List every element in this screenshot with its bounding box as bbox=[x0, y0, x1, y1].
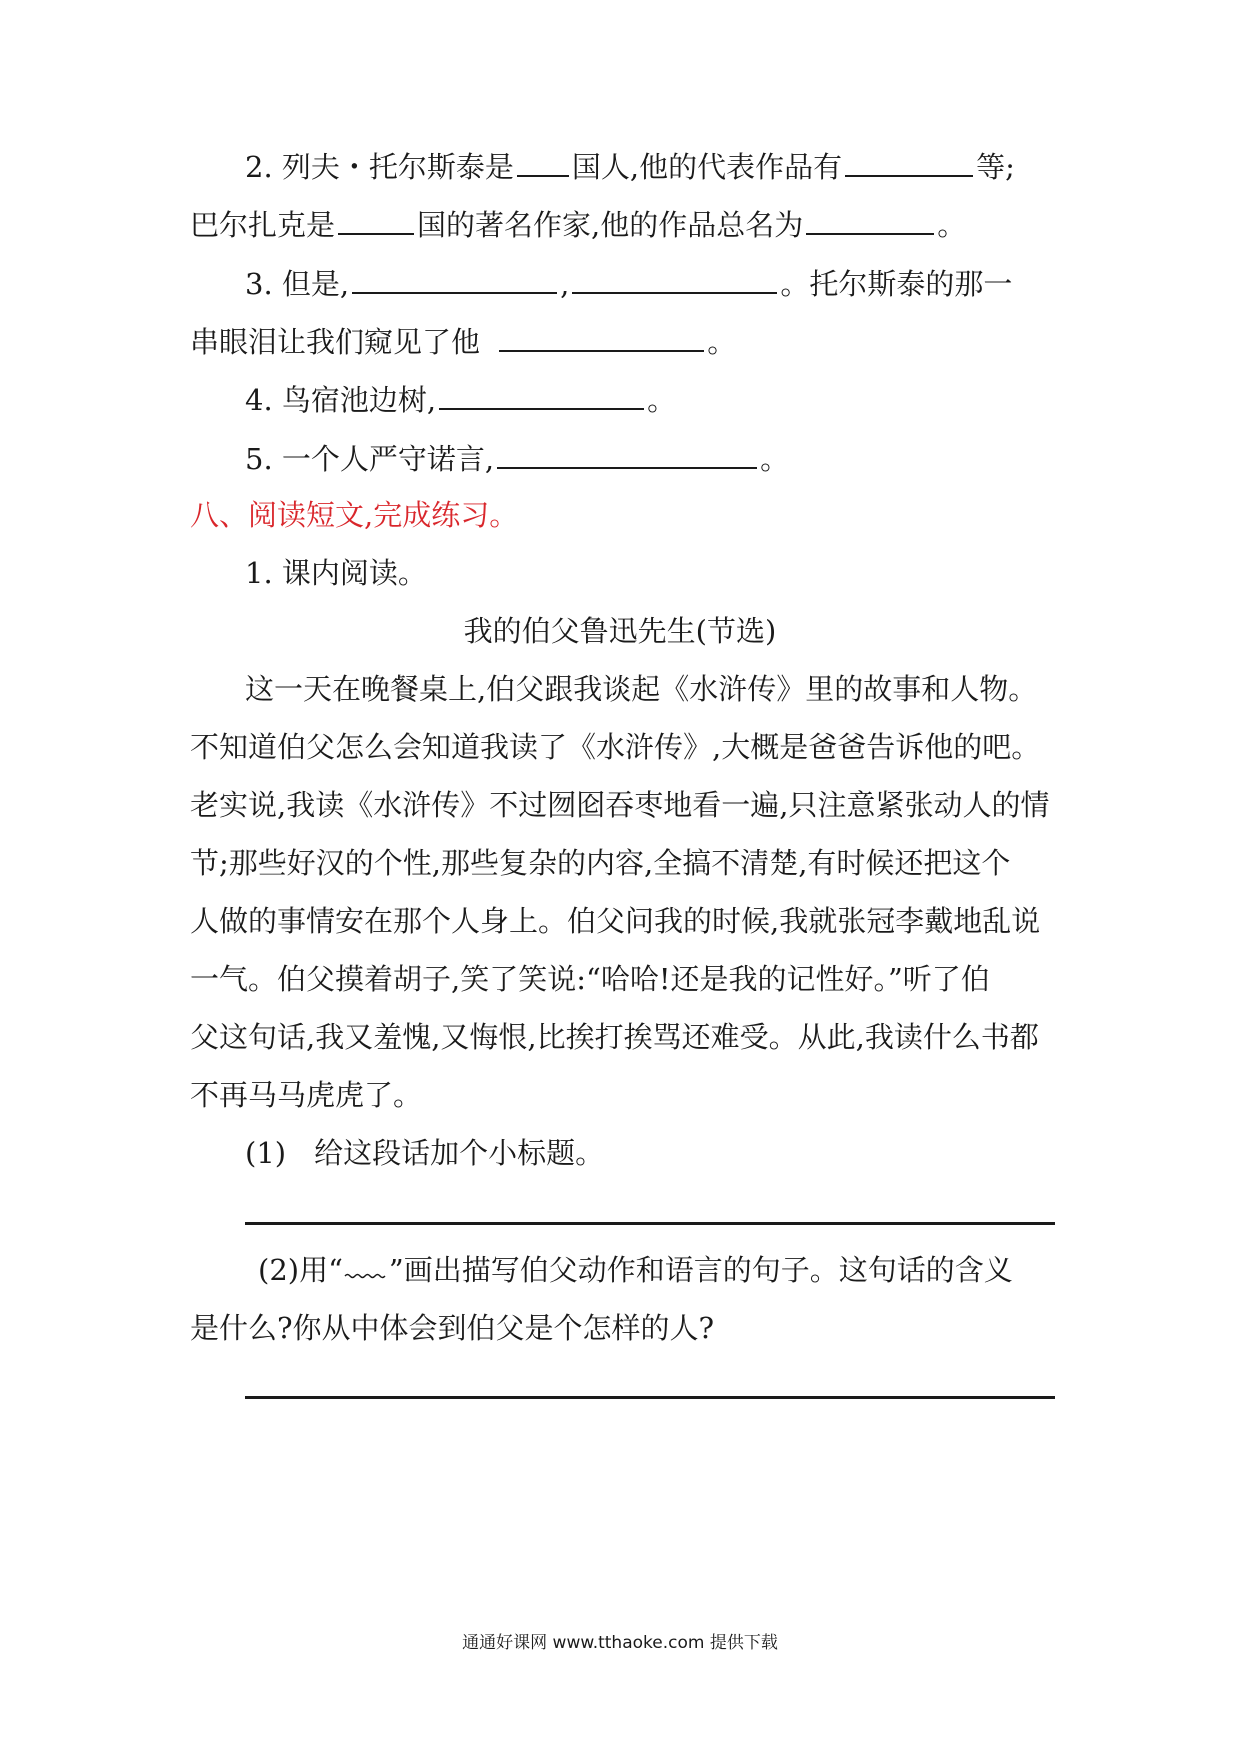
passage-line: 这一天在晚餐桌上,伯父跟我谈起《水浒传》里的故事和人物。 bbox=[245, 672, 1038, 706]
q4-text-b: 。 bbox=[647, 383, 677, 417]
q3-text-c: 。托尔斯泰的那一 bbox=[780, 267, 1013, 301]
sub-question-1-number: (1) bbox=[245, 1136, 287, 1170]
q5-blank[interactable] bbox=[497, 437, 757, 469]
q2-line1 bbox=[245, 145, 1015, 187]
q3-text-b: , bbox=[560, 267, 570, 301]
q2-text-e: 国的著名作家,他的作品总名为 bbox=[417, 208, 804, 242]
q3-blank-1[interactable] bbox=[352, 262, 557, 294]
q3-text-d: 串眼泪让我们窥见了他 bbox=[190, 325, 481, 359]
passage-line: 一气。伯父摸着胡子,笑了笑说:“哈哈!还是我的记性好。”听了伯 bbox=[190, 962, 990, 996]
q4-line bbox=[245, 378, 676, 420]
q3-blank-3[interactable] bbox=[499, 320, 704, 352]
q5-line bbox=[245, 437, 789, 479]
q2-text-d: 巴尔扎克是 bbox=[190, 208, 336, 242]
q2-text-a: 2. 列夫・托尔斯泰是 bbox=[245, 150, 514, 184]
q5-text-a: 5. 一个人严守诺言, bbox=[245, 442, 495, 476]
q3-line1 bbox=[245, 262, 1012, 304]
sub-question-1 bbox=[245, 1133, 604, 1173]
passage-line: 父这句话,我又羞愧,又悔恨,比挨打挨骂还难受。从此,我读什么书都 bbox=[190, 1020, 1039, 1054]
reading-label: 1. 课内阅读。 bbox=[245, 556, 427, 590]
passage-line: 不知道伯父怎么会知道我读了《水浒传》,大概是爸爸告诉他的吧。 bbox=[190, 730, 1041, 764]
passage-line: 节;那些好汉的个性,那些复杂的内容,全搞不清楚,有时候还把这个 bbox=[190, 846, 1011, 880]
sub-question-2-text-a: (2)用“ bbox=[258, 1253, 343, 1287]
passage-line: 人做的事情安在那个人身上。伯父问我的时候,我就张冠李戴地乱说 bbox=[190, 904, 1041, 938]
sub-question-2-line1 bbox=[258, 1250, 1013, 1290]
q3-text-e: 。 bbox=[707, 325, 737, 359]
q2-text-b: 国人,他的代表作品有 bbox=[571, 150, 843, 184]
answer-line-2[interactable] bbox=[245, 1396, 1055, 1399]
sub-question-2-text-b: ”画出描写伯父动作和语言的句子。这句话的含义 bbox=[388, 1253, 1013, 1287]
sub-question-2-line2: 是什么?你从中体会到伯父是个怎样的人? bbox=[190, 1311, 715, 1345]
q2-blank-works[interactable] bbox=[845, 145, 973, 177]
q5-text-b: 。 bbox=[760, 442, 790, 476]
wavy-underline-icon bbox=[343, 1256, 389, 1280]
passage-line: 老实说,我读《水浒传》不过囫囵吞枣地看一遍,只注意紧张动人的情 bbox=[190, 788, 1050, 822]
q3-text-a: 3. 但是, bbox=[245, 267, 350, 301]
q2-text-c: 等; bbox=[976, 150, 1015, 184]
q2-text-f: 。 bbox=[937, 208, 967, 242]
footer-credit: 通通好课网 www.tthaoke.com 提供下载 bbox=[462, 1633, 778, 1653]
passage-line: 不再马马虎虎了。 bbox=[190, 1078, 423, 1112]
passage-title: 我的伯父鲁迅先生(节选) bbox=[463, 614, 777, 648]
q2-blank-country[interactable] bbox=[338, 203, 414, 235]
sub-question-1-text: 给这段话加个小标题。 bbox=[314, 1136, 605, 1170]
q3-line2 bbox=[190, 320, 736, 362]
q2-blank-nationality[interactable] bbox=[517, 145, 569, 177]
answer-line-1[interactable] bbox=[245, 1222, 1055, 1225]
q3-blank-2[interactable] bbox=[572, 262, 777, 294]
q2-line2 bbox=[190, 203, 966, 245]
q4-text-a: 4. 鸟宿池边树, bbox=[245, 383, 437, 417]
section-8-heading: 八、阅读短文,完成练习。 bbox=[190, 498, 519, 532]
q4-blank[interactable] bbox=[439, 378, 644, 410]
q2-blank-collection[interactable] bbox=[806, 203, 934, 235]
